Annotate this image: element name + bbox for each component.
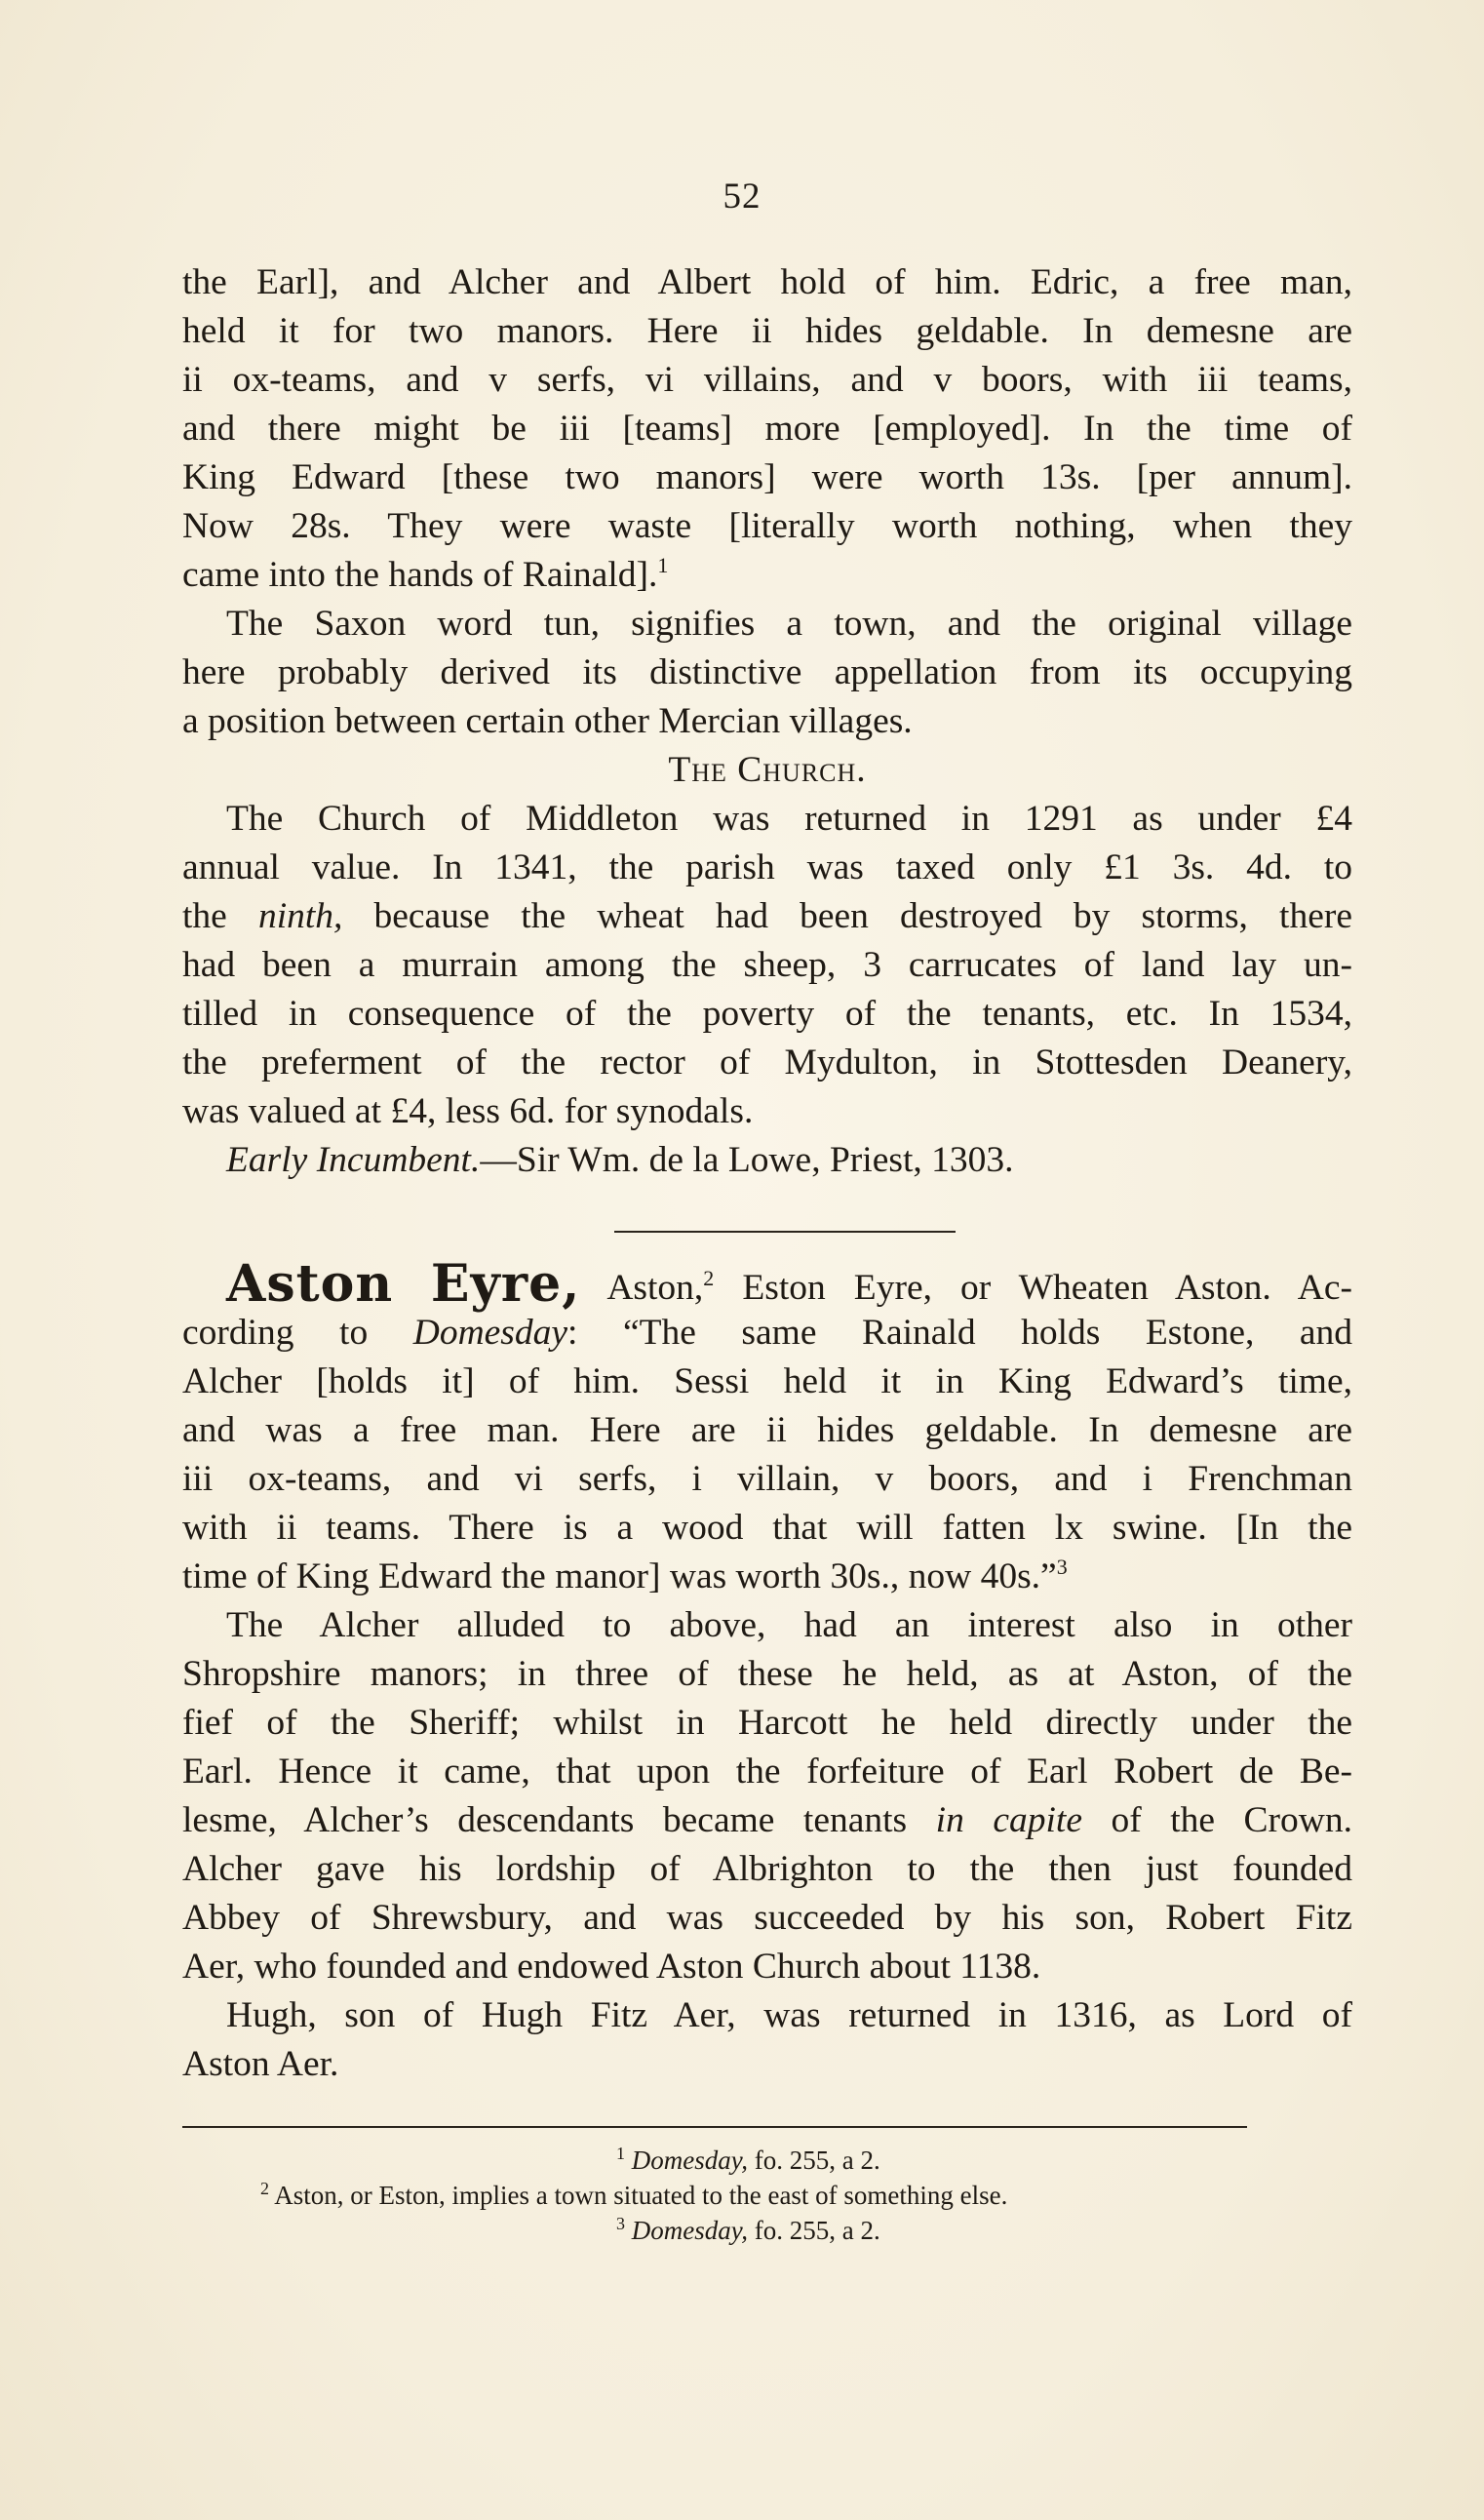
text-line: iii ox-teams, and vi serfs, i villain, v boors, and i Frenchman [182, 1459, 1352, 1499]
text-run: time of King Edward the manor] was worth 30s., now 40s.” [182, 1556, 1057, 1596]
aston-eyre-title: Aston Eyre, [226, 1254, 581, 1314]
text-line: with ii teams. There is a wood that will fatten lx swine. [In the [182, 1508, 1352, 1548]
footnote-italic: Domesday, [631, 2216, 748, 2245]
footnote-1 [182, 2143, 1352, 2178]
text-line: and was a free man. Here are ii hides geldable. In demesne are [182, 1410, 1352, 1450]
footnote-2 [182, 2178, 1352, 2213]
text-line: Aston Aer. [182, 2044, 339, 2084]
footnote-mark: 2 [260, 2179, 269, 2198]
footnote-divider [182, 2126, 1247, 2128]
text-run: Eston Eyre, or Wheaten Aston. Ac- [714, 1268, 1352, 1308]
text-line: Alcher gave his lordship of Albrighton to the then just founded [182, 1849, 1352, 1889]
footnote-text: Aston, or Eston, implies a town situated to the east of something else. [269, 2181, 1008, 2210]
text-line: Abbey of Shrewsbury, and was succeeded by his son, Robert Fitz [182, 1898, 1352, 1938]
footnote-3 [182, 2213, 1352, 2248]
text-line: was valued at £4, less 6d. for synodals. [182, 1091, 754, 1131]
text-line: annual value. In 1341, the parish was taxed only £1 3s. 4d. to [182, 847, 1352, 887]
text-run: : “The same Rainald holds Estone, and [567, 1313, 1352, 1353]
text-line [182, 1309, 1352, 1358]
text-line: Shropshire manors; in three of these he held, as at Aston, of the [182, 1654, 1352, 1694]
early-incumbent-label: Early Incumbent. [226, 1140, 481, 1180]
text-run: cording to [182, 1313, 413, 1353]
footnote-ref-1: 1 [657, 553, 669, 577]
footnotes [182, 2143, 1352, 2248]
text-line: the Earl], and Alcher and Albert hold of him. Edric, a free man, [182, 262, 1352, 302]
text-run: lesme, Alcher’s descendants became tenants [182, 1800, 936, 1840]
text-line: here probably derived its distinctive appellation from its occupying [182, 652, 1352, 692]
text-block-lower [182, 1254, 1353, 2089]
italic-run: in capite [935, 1800, 1082, 1840]
text-line: King Edward [these two manors] were worth 13s. [per annum]. [182, 457, 1352, 497]
footnote-ref-3: 3 [1056, 1555, 1068, 1579]
italic-run: Domesday [412, 1313, 568, 1353]
page-number: 52 [722, 177, 762, 217]
footnote-ref-2: 2 [703, 1266, 715, 1290]
text-run: the [182, 896, 258, 936]
text-line: Aer, who founded and endowed Aston Church about 1138. [182, 1947, 1041, 1987]
footnote-mark: 3 [616, 2214, 625, 2233]
text-line: fief of the Sheriff; whilst in Harcott he held directly under the [182, 1703, 1352, 1743]
text-line [182, 1796, 1352, 1845]
text-line [182, 1136, 1352, 1185]
text-line: ii ox-teams, and v serfs, vi villains, and v boors, with iii teams, [182, 360, 1352, 400]
text-line [182, 1553, 1352, 1601]
text-line: held it for two manors. Here ii hides geldable. In demesne are [182, 311, 1352, 351]
footnote-italic: Domesday, [631, 2146, 748, 2175]
text-line: Hugh, son of Hugh Fitz Aer, was returned in 1316, as Lord of [226, 1995, 1352, 2035]
text-line: and there might be iii [teams] more [employed]. In the time of [182, 409, 1352, 449]
text-line [182, 551, 1352, 600]
text-line: the preferment of the rector of Mydulton, in Stottesden Deanery, [182, 1043, 1352, 1083]
text-line: tilled in consequence of the poverty of the tenants, etc. In 1534, [182, 994, 1352, 1034]
text-line: had been a murrain among the sheep, 3 carrucates of land lay un- [182, 945, 1352, 985]
section-divider [614, 1231, 956, 1233]
text-run: Aston, [580, 1268, 704, 1308]
text-line: The Church of Middleton was returned in 1291 as under £4 [226, 799, 1352, 839]
text-run: because the wheat had been destroyed by storms, there [342, 896, 1352, 936]
text-line: Earl. Hence it came, that upon the forfeiture of Earl Robert de Be- [182, 1752, 1352, 1792]
footnote-mark: 1 [616, 2144, 625, 2163]
text-line: The Saxon word tun, signifies a town, and the original village [226, 604, 1352, 644]
text-line [182, 892, 1352, 941]
text-line [182, 1254, 1352, 1314]
text-line: Now 28s. They were waste [literally worth nothing, when they [182, 506, 1352, 546]
text-line: Alcher [holds it] of him. Sessi held it in King Edward’s time, [182, 1361, 1352, 1401]
footnote-text: fo. 255, a 2. [747, 2216, 880, 2245]
text-line: a position between certain other Mercian villages. [182, 701, 913, 741]
text-block-upper [182, 258, 1352, 1185]
text-run: of the Crown. [1081, 1800, 1353, 1840]
footnote-text: fo. 255, a 2. [747, 2146, 880, 2175]
italic-run: ninth, [257, 896, 343, 936]
text-run: came into the hands of Rainald]. [182, 555, 658, 595]
section-heading-church: The Church. [668, 750, 867, 790]
text-run: —Sir Wm. de la Lowe, Priest, 1303. [480, 1140, 1014, 1180]
text-line: The Alcher alluded to above, had an interest also in other [226, 1605, 1352, 1645]
